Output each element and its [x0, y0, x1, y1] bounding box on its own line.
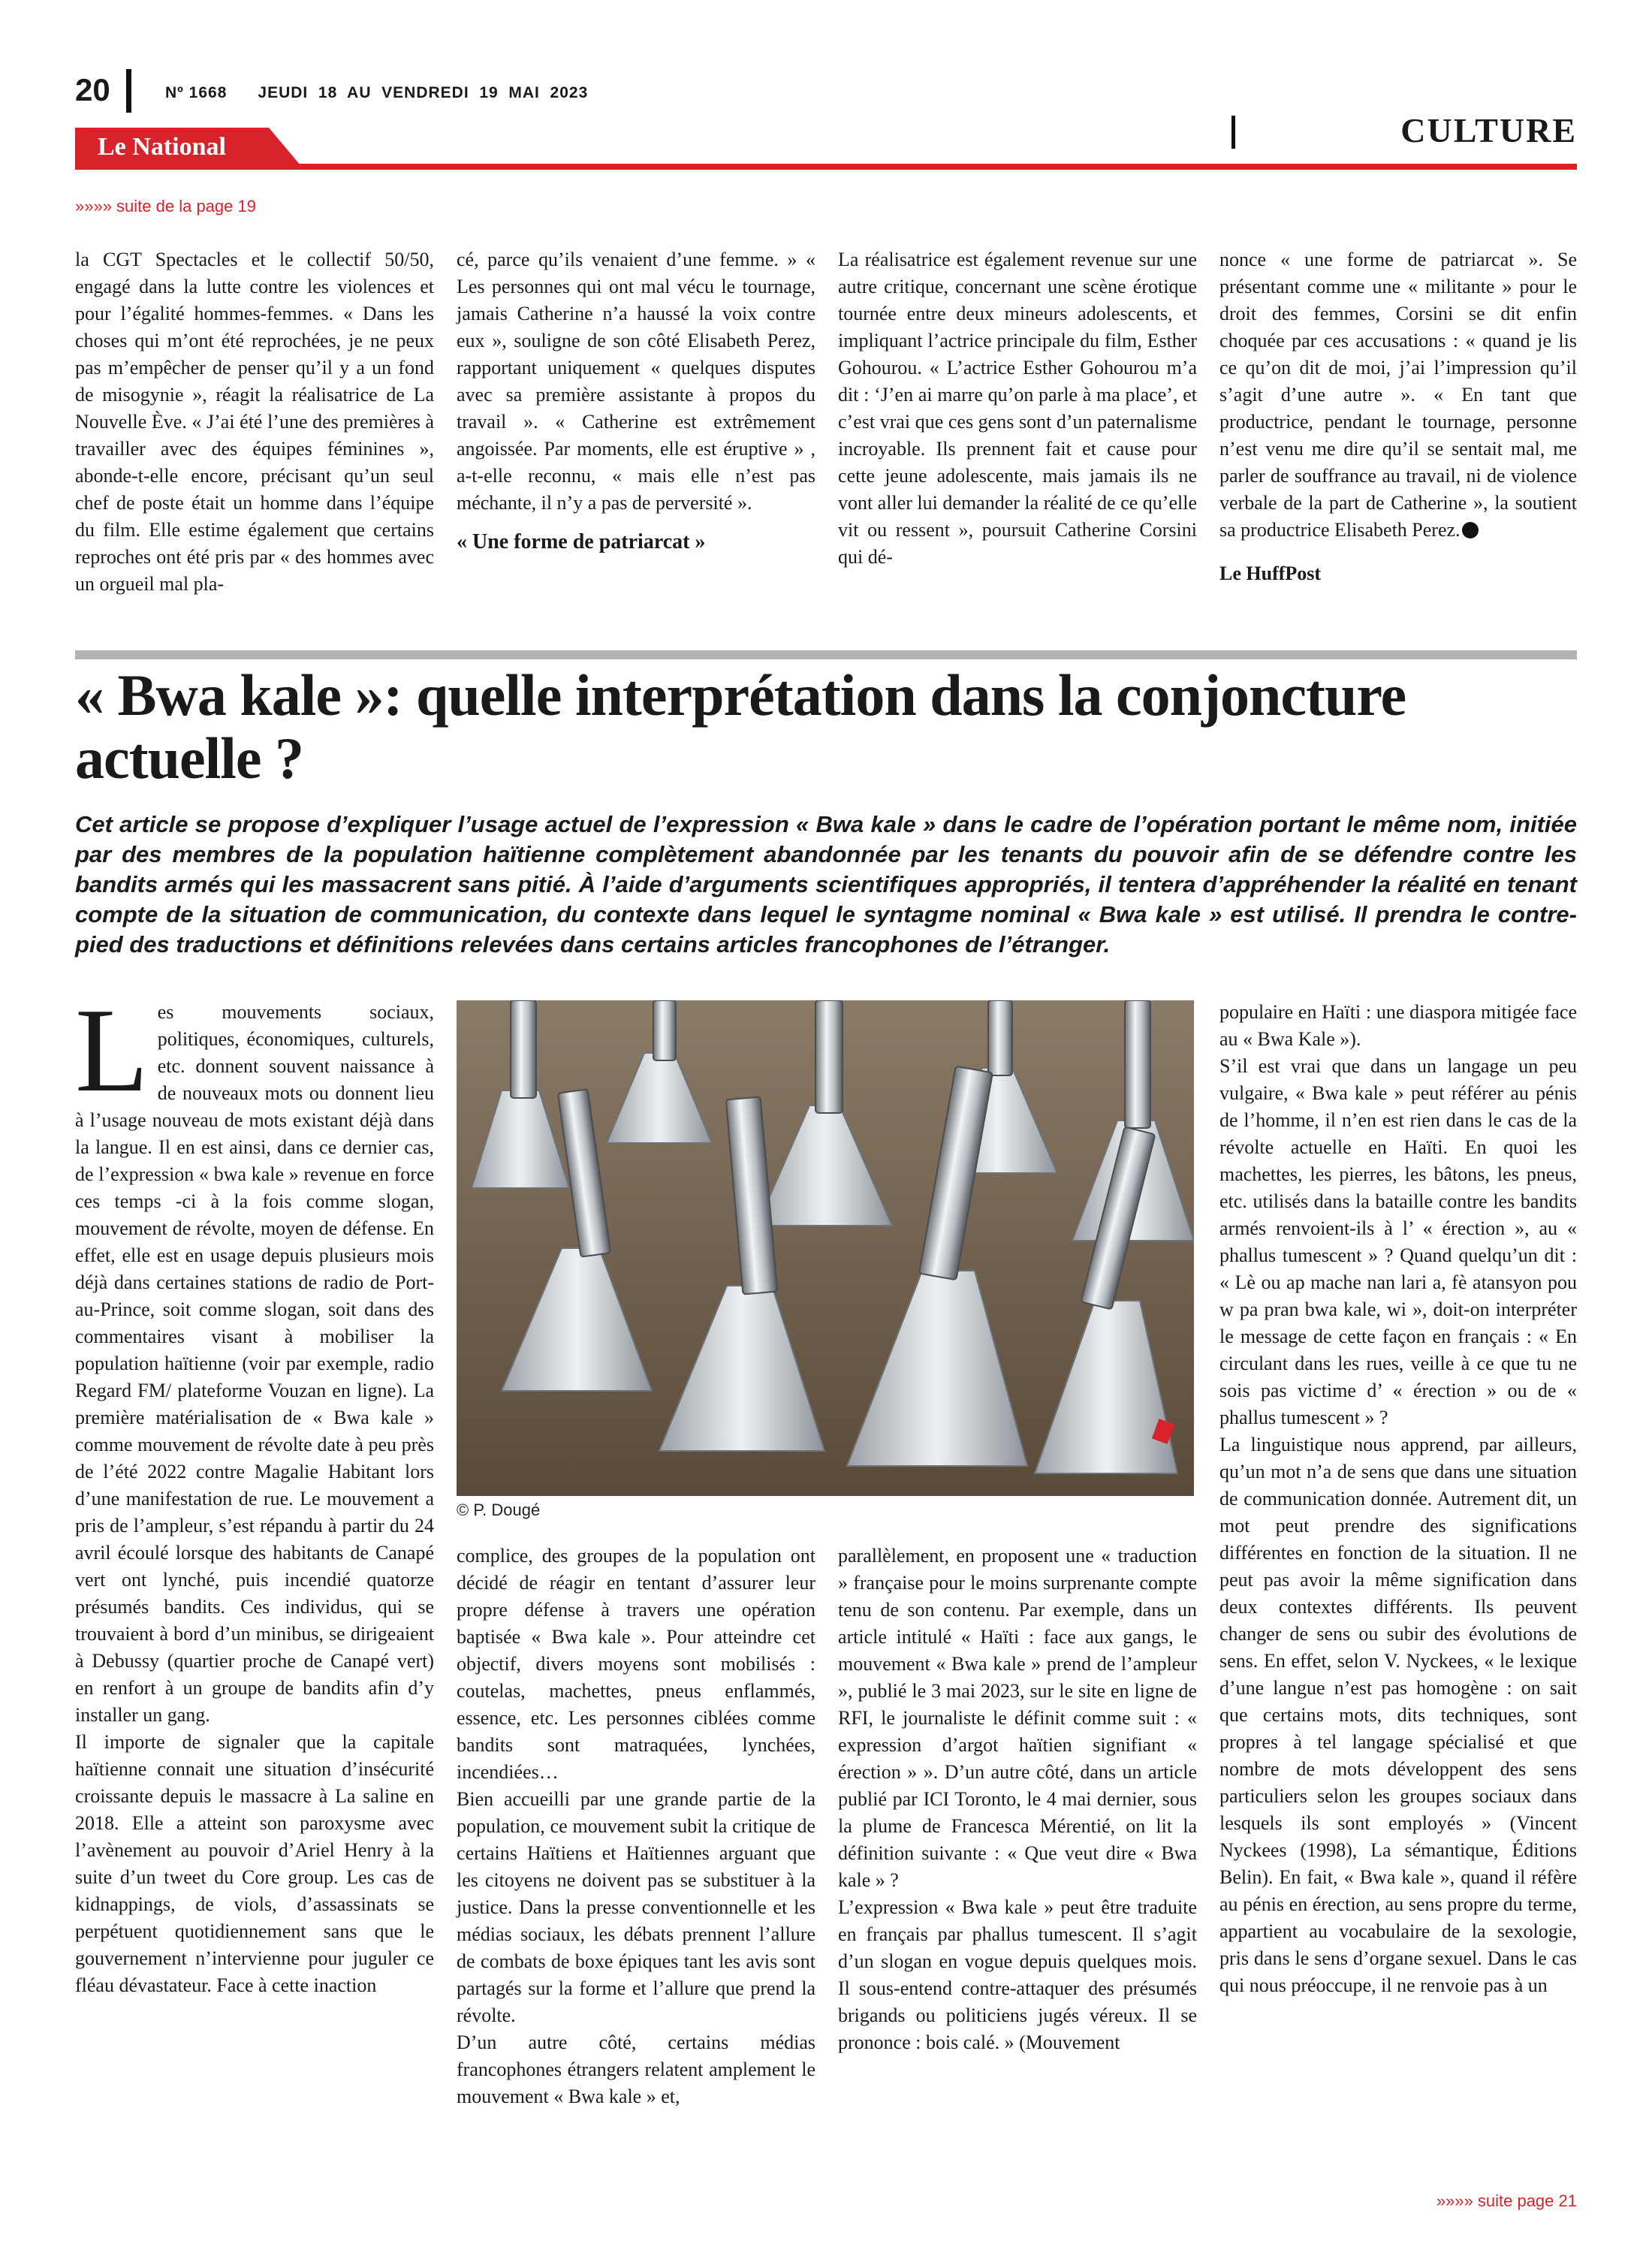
- newspaper-brand: Le National: [98, 133, 226, 161]
- end-of-article-icon: [1462, 522, 1479, 538]
- paragraph: L’expression « Bwa kale » peut être traduite en français par phallus tumescent. Il s’agit d’un slogan en vogue depuis quelques mois. Il sous-entend contre-attaquer des présumés brigands ou politiciens jugés véreux. Il se prononce : bois calé. » (Mouvement: [838, 1896, 1197, 2053]
- article-column-1: [75, 983, 434, 1999]
- photo-credit: © P. Dougé: [457, 1500, 541, 1519]
- article-lead: Cet article se propose d’expliquer l’usage actuel de l’expression « Bwa kale » dans le cadre de l’opération portant le même nom, initiée par des membres de la population haïtienne complètement abandonnée par les tenants du pouvoir afin de se défendre contre les bandits armés qui les massacrent sans pitié. À l’aide d’arguments scientifiques appropriés, il tentera d’appréhender la réalité en tenant compte de la situation de communication, du contexte dans lequel le syntagme nominal « Bwa kale » est utilisé. Il prendra le contre-pied des traductions et définitions relevées dans certains articles francophones de l’étranger.: [75, 811, 1577, 958]
- paragraph-text: nonce « une forme de patriarcat ». Se présentant comme une « militante » pour le droit des femmes, Corsini se dit enfin choquée par ces accusations : « quand je lis ce qu’on dit de moi, j’ai l’impression qu’il s’agit d’une autre ». « En tant que productrice, pendant le tournage, personne n’est venu me dire qu’il se sentait mal, me parler de souffrance au travail, ni de violence verbale de la part de Catherine », la soutient sa productrice Elisabeth Perez.: [1219, 249, 1577, 541]
- article-photo: [457, 1000, 1194, 1496]
- paragraph: la CGT Spectacles et le collectif 50/50, engagé dans la lutte contre les violences et pour l’égalité hommes-femmes. « Dans les choses qui m’ont été reprochées, je ne peux pas m’empêcher de penser qu’il y a un fond de misogynie », réagit la réalisatrice de La Nouvelle Ève. « J’ai été l’une des premières à travailler avec des équipes féminines », abonde-t-elle encore, précisant qu’un seul chef de poste était un homme dans l’équipe du film. Elle estime également que certains reproches ont été pris par « des hommes avec un orgueil mal pla-: [75, 249, 434, 595]
- paragraph: cé, parce qu’ils venaient d’une femme. » « Les personnes qui ont mal vécu le tournage, jamais Catherine n’a haussé la voix contre eux », souligne de son côté Elisabeth Perez, rapportant uniquement « quelques disputes avec sa première assistante à propos du travail ». « Catherine est extrêmement angoissée. Par moments, elle est éruptive » , a-t-elle reconnu, « mais elle n’est pas méchante, il n’y a pas de perversité ».: [457, 249, 815, 514]
- prev-article-column-4: [1219, 246, 1577, 587]
- header-rule: [75, 164, 1577, 170]
- photo-illustration: [457, 1000, 1194, 1496]
- paragraph: [1219, 246, 1577, 544]
- paragraph: Il importe de signaler que la capitale haïtienne connait une situation d’insécurité croissante depuis le massacre à La saline en 2018. Elle a atteint son paroxysme avec l’avènement au pouvoir d’Ariel Henry à la suite d’un tweet du Core group. Les cas de kidnappings, de viols, d’assassinats se perpétuent quotidiennement sans que le gouvernement n’intervienne pour juguler ce fléau dévastateur. Face à cette inaction: [75, 1731, 434, 1996]
- continued-from-link[interactable]: »»»» suite de la page 19: [75, 197, 256, 216]
- paragraph: parallèlement, en proposent une « traduction » française pour le moins surprenante compte tenu de son contenu. Par exemple, dans un article intitulé « Haïti : face aux gangs, le mouvement « Bwa kale » prend de l’ampleur », publié le 3 mai 2023, sur le site en ligne de RFI, le journaliste le définit comme suit : « expression d’argot haïtien signifiant « érection » ». D’un autre côté, dans un article publié par ICI Toronto, le 4 mai dernier, sous la plume de Francesca Mérentié, on lit la définition suivante : « Que veut dire « Bwa kale » ?: [838, 1545, 1197, 1891]
- prev-article-column-1: [75, 246, 434, 598]
- page-number-divider: [126, 69, 131, 113]
- subheading: « Une forme de patriarcat »: [457, 530, 706, 553]
- byline: Le HuffPost: [1219, 562, 1322, 584]
- prev-article-column-2: [457, 246, 815, 556]
- paragraph: [75, 983, 434, 1729]
- paragraph: complice, des groupes de la population ont décidé de réagir en tentant d’assurer leur propre défense à travers une opération baptisée « Bwa kale ». Pour atteindre cet objectif, divers moyens sont mobilisés : coutelas, machettes, pneus enflammés, essence, etc. Les personnes ciblées comme bandits sont matraquées, lynchées, incendiées…: [457, 1545, 815, 1783]
- article-headline: « Bwa kale »: quelle interprétation dans la conjoncture actuelle ?: [75, 662, 1406, 791]
- paragraph: La linguistique nous apprend, par ailleurs, qu’un mot n’a de sens que dans une situation de communication donnée. Autrement dit, un mot peut prendre des significations différentes en fonction de la situation. Il ne peut pas avoir la même signification dans deux contextes différents. Ils peuvent changer de sens ou subir des évolutions de sens. En effet, selon V. Nyckees, « le lexique d’une langue n’est pas homogène : on sait que certains mots, dits techniques, sont propres à tel langage spécialisé et que nombre de mots développent des sens particuliers selon les groupes sociaux dans lesquels ils sont employés » (Vincent Nyckees (1998), La sémantique, Éditions Belin). En fait, « Bwa kale », quand il réfère au pénis en érection, au sens propre du terme, appartient au vocabulaire de la sexologie, pris dans le sens d’organe sexuel. Dans le cas qui nous préoccupe, il ne renvoie pas à un: [1219, 1434, 1577, 1996]
- article-column-3: [838, 1543, 1197, 2056]
- section-title: CULTURE: [1400, 111, 1577, 149]
- page-number: 20: [75, 72, 110, 107]
- paragraph: La réalisatrice est également revenue sur une autre critique, concernant une scène érotique tournée entre deux mineurs adolescents, et impliquant l’actrice principale du film, Esther Gohourou. « L’actrice Esther Gohourou m’a dit : ‘J’en ai marre qu’on parle à ma place’, et c’est vrai que ces gens sont d’un paternalisme incroyable. Ils prennent fait et cause pour cette jeune adolescente, mais jamais ils ne vont aller lui demander la réalité de ce qu’elle vit ou ressent », poursuit Catherine Corsini qui dé-: [838, 249, 1197, 568]
- continued-to-link[interactable]: »»»» suite page 21: [1436, 2191, 1577, 2210]
- prev-article-column-3: [838, 246, 1197, 571]
- paragraph: Bien accueilli par une grande partie de la population, ce mouvement subit la critique de certains Haïtiens et Haïtiennes arguant que les citoyens ne doivent pas se substituer à la justice. Dans la presse conventionnelle et les médias sociaux, les débats prennent l’allure de combats de boxe épiques tant les avis sont partagés sur la forme et l’allure que prend la révolte.: [457, 1788, 815, 2026]
- article-column-4: [1219, 999, 1577, 1999]
- article-separator: [75, 650, 1577, 659]
- paragraph: populaire en Haïti : une diaspora mitigée face au « Bwa Kale »).: [1219, 1001, 1577, 1050]
- section-divider: [1231, 116, 1235, 149]
- issue-date-line: Nº 1668 JEUDI 18 AU VENDREDI 19 MAI 2023: [165, 84, 589, 101]
- article-column-2: [457, 1543, 815, 2110]
- paragraph: D’un autre côté, certains médias francophones étrangers relatent amplement le mouvement « Bwa kale » et,: [457, 2031, 815, 2107]
- drop-cap: L: [75, 983, 149, 1117]
- paragraph: S’il est vrai que dans un langage un peu vulgaire, « Bwa kale » peut référer au pénis de l’homme, il n’en est rien dans le cas de la révolte actuelle en Haïti. En quoi les machettes, les pierres, les bâtons, les pneus, etc. utilisés dans la bataille contre les bandits armés renvoient-ils à l’ « érection », au « phallus tumescent » ? Quand quelqu’un dit : « Lè ou ap mache nan lari a, fè atansyon pou w pa pran bwa kale, wi », doit-on interpréter le message de cette façon en français : « En circulant dans les rues, veille à ce que tu ne sois pas victime d’ « érection » ou de « phallus tumescent » ?: [1219, 1055, 1577, 1428]
- paragraph-text: es mouvements sociaux, politiques, économiques, culturels, etc. donnent souvent naissance à de nouveaux mots ou donnent lieu à l’usage nouveau de mots existant déjà dans la langue. Il en est ainsi, dans ce dernier cas, de l’expression « bwa kale » revenue en force ces temps -ci à la fois comme slogan, mouvement de révolte, moyen de défense. En effet, elle est en usage depuis plusieurs mois déjà dans certaines stations de radio de Port-au-Prince, soit comme slogan, soit dans des commentaires visant à mobiliser la population haïtienne (voir par exemple, radio Regard FM/ plateforme Vouzan en ligne). La première matérialisation de « Bwa kale » comme mouvement de révolte date à peu près de l’été 2022 contre Magalie Habitant lors d’une manifestation de rue. Le mouvement a pris de l’ampleur, s’est répandu à partir du 24 avril écoulé lorsque des habitants de Canapé vert ont lynché, puis incendié quatorze présumés bandits. Ces individus, qui se trouvaient à bord d’un minibus, se dirigeaient à Debussy (quartier proche de Canapé vert) en renfort à un groupe de bandits afin d’y installer un gang.: [75, 1001, 434, 1726]
